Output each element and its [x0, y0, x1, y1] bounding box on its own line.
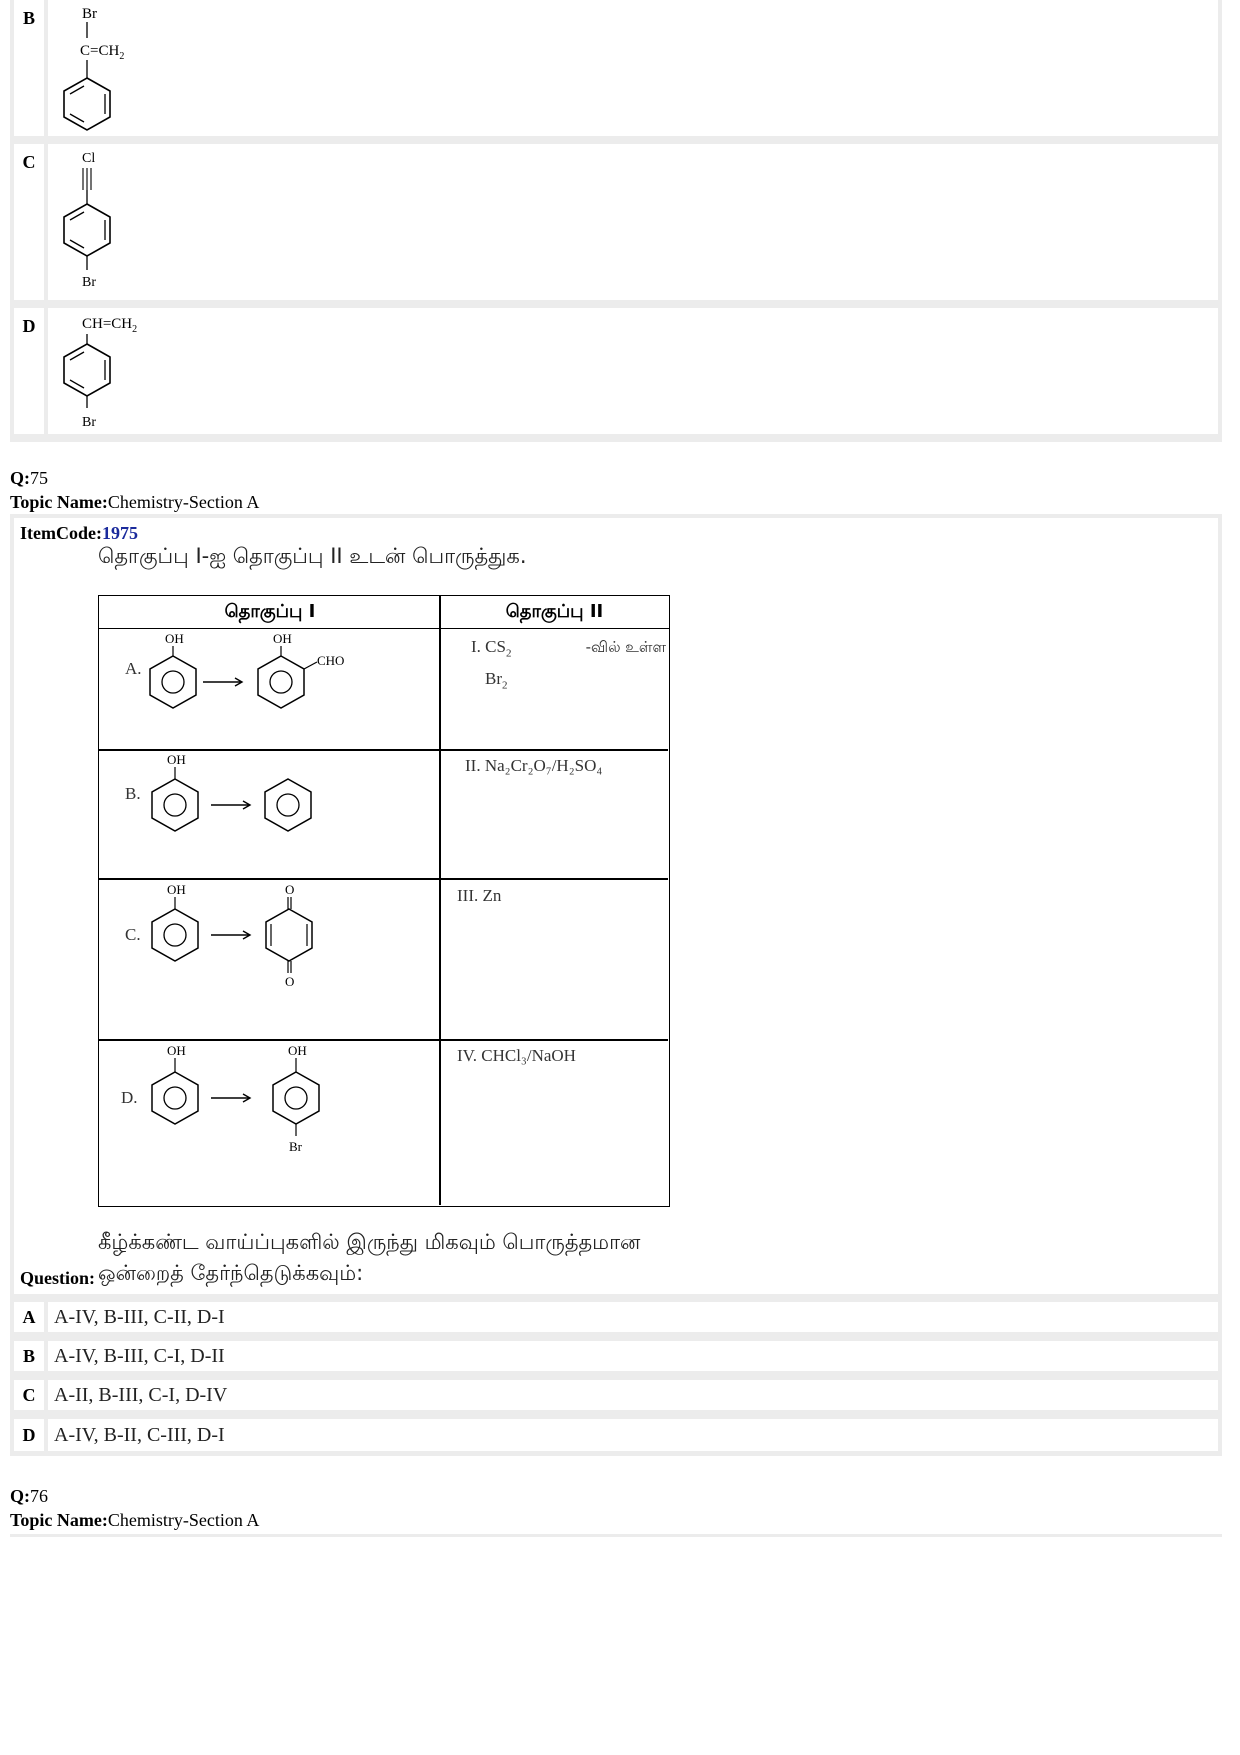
prev-option-c[interactable] — [10, 140, 1222, 304]
instruction-text: தொகுப்பு I-ஐ தொகுப்பு II உடன் பொருத்துக. — [98, 544, 527, 568]
divider — [10, 1534, 1222, 1537]
oh-label: OH — [288, 1043, 307, 1058]
matching-table — [98, 595, 670, 1207]
answer-option-b[interactable] — [10, 1337, 1222, 1375]
br-label: Br — [82, 6, 97, 22]
question-label: Question: — [20, 1268, 96, 1288]
reagent-iv: IV. CHCl₃/NaOH — [457, 1046, 576, 1065]
reaction-b — [99, 751, 439, 877]
row-label: A. — [125, 659, 142, 678]
o-label: O — [285, 882, 295, 897]
option-letter: D — [14, 308, 48, 434]
br-label: Br — [82, 415, 96, 430]
option-letter: B — [14, 1341, 48, 1371]
reagent-ii: II. Na₂Cr₂O₇/H₂SO₄ — [465, 756, 603, 775]
structure-bromophenyl-chloroalkyne — [54, 144, 174, 304]
item-code: ItemCode:1975 — [20, 523, 138, 543]
oh-label: OH — [273, 631, 292, 646]
oh-label: OH — [167, 752, 186, 767]
structure-bromostyrene-para — [54, 308, 194, 438]
answer-option-a[interactable] — [10, 1298, 1222, 1336]
topic-name: Topic Name:Chemistry-Section A — [10, 492, 260, 512]
option-text: A-IV, B-III, C-II, D-I — [54, 1306, 225, 1328]
reaction-a — [99, 630, 439, 748]
option-text: A-IV, B-II, C-III, D-I — [54, 1424, 225, 1446]
cl-label: Cl — [82, 151, 96, 166]
reaction-c — [99, 880, 439, 1038]
option-text: A-II, B-III, C-I, D-IV — [54, 1384, 228, 1406]
option-letter: D — [14, 1419, 48, 1451]
structure-bromostyrene-alpha — [54, 0, 174, 132]
option-letter: C — [14, 1380, 48, 1410]
column-1-header: தொகுப்பு I — [224, 601, 316, 622]
reagent-i: I. $CS_2$ -வில் உள்ள $Br_2$ — [471, 637, 666, 692]
option-letter: A — [14, 1302, 48, 1332]
option-text: A-IV, B-III, C-I, D-II — [54, 1345, 225, 1367]
question-number: Q:75 — [10, 468, 48, 488]
reagent-iii: III. Zn — [457, 886, 502, 905]
oh-label: OH — [167, 882, 186, 897]
row-label: C. — [125, 925, 141, 944]
row-label: D. — [121, 1088, 138, 1107]
question-line-2: ஒன்றைத் தேர்ந்தெடுக்கவும்: — [98, 1261, 364, 1285]
topic-name: Topic Name:Chemistry-Section A — [10, 1510, 260, 1530]
option-letter: B — [14, 0, 48, 136]
question-number: Q:76 — [10, 1486, 48, 1506]
prev-option-b[interactable] — [10, 0, 1222, 140]
prev-option-d[interactable] — [10, 304, 1222, 438]
row-label: B. — [125, 784, 141, 803]
answer-option-c[interactable] — [10, 1376, 1222, 1414]
column-2-header: தொகுப்பு II — [505, 601, 604, 622]
oh-label: OH — [167, 1043, 186, 1058]
br-label: Br — [82, 275, 96, 290]
ch-ch2-label: $CH=CH_2$ — [82, 316, 138, 335]
br-label: Br — [289, 1139, 302, 1154]
oh-label: OH — [165, 631, 184, 646]
o-label: O — [285, 974, 295, 989]
answer-option-d[interactable] — [10, 1415, 1222, 1455]
reaction-d — [99, 1041, 439, 1201]
cho-label: CHO — [317, 653, 345, 668]
c-ch2-label: $C=CH_2$ — [80, 43, 125, 62]
question-line-1: கீழ்க்கண்ட வாய்ப்புகளில் இருந்து மிகவும் பொருத்தமான — [98, 1230, 641, 1254]
option-letter: C — [14, 144, 48, 300]
